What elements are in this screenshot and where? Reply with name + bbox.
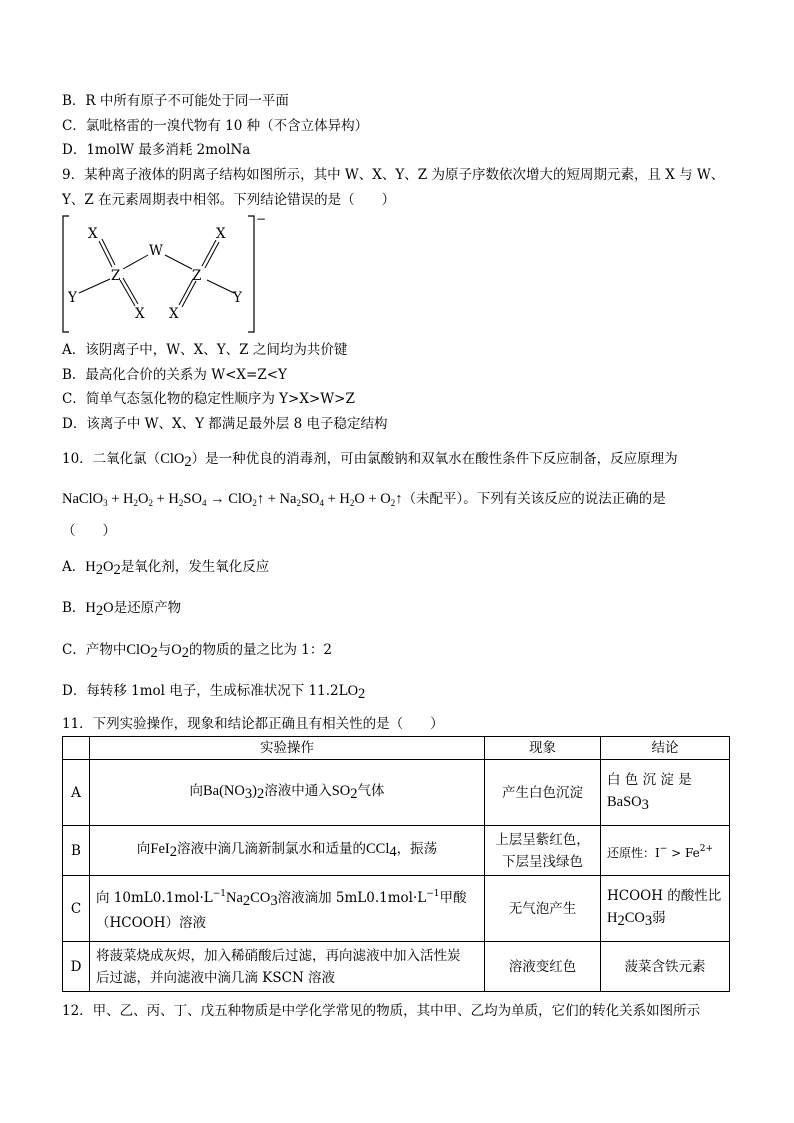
q9-option-a: A．该阴离子中，W、X、Y、Z 之间均为共价键 [62, 342, 348, 358]
left-bracket [63, 216, 69, 332]
atom-x-bottom-right: X [169, 306, 179, 322]
q9-option-b: B．最高化合价的关系为 W<X=Z<Y [62, 367, 287, 383]
atom-w: W [149, 243, 163, 259]
row-label: D [63, 942, 90, 992]
header-operation: 实验操作 [90, 737, 485, 760]
atom-z-right: Z [192, 268, 202, 284]
row-conclusion: 还原性：$I^- > Fe^{2+}$ [601, 826, 730, 876]
q9-stem-line2: Y、Z 在元素周期表中相邻。下列结论错误的是（ ） [62, 192, 396, 208]
charge-sign: − [256, 214, 267, 226]
row-label: A [63, 760, 90, 826]
q10-option-c: C．产物中ClO2与O2的物质的量之比为 1：2 [62, 642, 332, 661]
row-conclusion: 白 色 沉 淀 是 BaSO3 [601, 760, 730, 826]
q8-option-d: D．1molW 最多消耗 2molNa [62, 142, 251, 158]
row-phenomenon: 无气泡产生 [485, 876, 601, 942]
right-bracket [248, 216, 254, 332]
header-conclusion: 结论 [601, 737, 730, 760]
row-conclusion: HCOOH 的酸性比 H2CO3弱 [601, 876, 730, 942]
row-phenomenon: 溶液变红色 [485, 942, 601, 992]
q10-answer-blank: （ ） [62, 523, 116, 539]
q9-option-d: D．该离子中 W、X、Y 都满足最外层 8 电子稳定结构 [62, 416, 388, 432]
atom-y-right: Y [233, 290, 242, 306]
row-operation: 向Ba(NO3)2溶液中通入SO2气体 [90, 760, 485, 826]
atom-y-left: Y [68, 290, 77, 306]
header-label [63, 737, 90, 760]
atom-x-top-left: X [88, 226, 98, 242]
row-conclusion: 菠菜含铁元素 [601, 942, 730, 992]
q10-option-d: D．每转移 1mol 电子，生成标准状况下 11.2LO2 [62, 683, 366, 702]
header-phenomenon: 现象 [485, 737, 601, 760]
reaction-equation: NaClO$_3$ + $H_2O_2 + H_2SO_4$ → ClO$_2$↑ + $Na_2SO_4 + H_2O$ + $O_2↑$ [62, 491, 403, 508]
q12-stem: 12．甲、乙、丙、丁、戊五种物质是中学化学常见的物质，其中甲、乙均为单质，它们的转化关系如图所示 [62, 1003, 701, 1019]
row-label: B [63, 826, 90, 876]
q10-option-b: B．H2O是还原产物 [62, 600, 182, 619]
q8-option-b: B．R 中所有原子不可能处于同一平面 [62, 93, 289, 109]
table-row [63, 760, 730, 826]
atom-z-left: Z [111, 268, 121, 284]
table-row [63, 826, 730, 876]
atom-x-top-right: X [216, 226, 226, 242]
row-operation: 向 $10mL0.1mol\cdot L^{-1}Na2CO3$溶液滴加 $5mL0.1mol\cdot L^{-1}$甲酸 （HCOOH）溶液 [90, 876, 485, 942]
row-operation: 将菠菜烧成灰烬，加入稀硝酸后过滤，再向滤液中加入活性炭 后过滤，并向滤液中滴几滴 KSCN 溶液 [90, 942, 485, 992]
experiment-table [62, 736, 730, 992]
table-header-row [63, 737, 730, 760]
row-operation: 向FeI2溶液中滴几滴新制氯水和适量的CCl4，振荡 [90, 826, 485, 876]
table-row [63, 942, 730, 992]
q10-option-a: A．H2O2是氧化剂，发生氧化反应 [62, 559, 270, 578]
table-row [63, 876, 730, 942]
q9-option-c: C．简单气态氢化物的稳定性顺序为 Y>X>W>Z [62, 391, 355, 407]
row-phenomenon: 上层呈紫红色， 下层呈浅绿色 [485, 826, 601, 876]
row-label: C [63, 876, 90, 942]
q10-stem: 10．二氧化氯（ClO2）是一种优良的消毒剂，可由氯酸钠和双氧水在酸性条件下反应制备，反应原理为 [62, 451, 678, 470]
row-phenomenon: 产生白色沉淀 [485, 760, 601, 826]
q8-option-c: C．氯吡格雷的一溴代物有 10 种（不含立体异构） [62, 118, 369, 134]
q11-stem: 11．下列实验操作，现象和结论都正确且有相关性的是（ ） [62, 716, 444, 732]
q9-stem-line1: 9．某种离子液体的阴离子结构如图所示，其中 W、X、Y、Z 为原子序数依次增大的短周期元素，且 X 与 W、 [62, 167, 725, 183]
anion-structure-diagram [62, 214, 272, 336]
atom-x-bottom-left: X [135, 306, 145, 322]
q10-equation-line: NaClO$_3$ + $H_2O_2 + H_2SO_4$ → ClO$_2$↑ + $Na_2SO_4 + H_2O$ + $O_2↑$（未配平）。下列有关该反应的说法正确的是 [62, 491, 666, 508]
